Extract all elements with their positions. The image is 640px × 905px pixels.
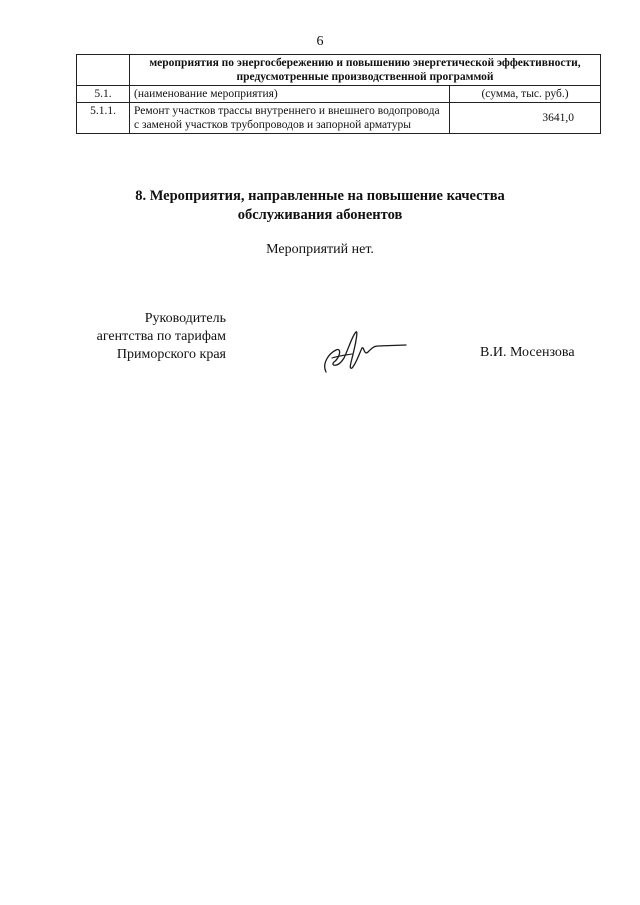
- signer-title: [76, 310, 226, 364]
- table-row: [77, 86, 601, 103]
- table-header-empty-cell: [77, 55, 130, 86]
- row-sum: (сумма, тыс. руб.): [450, 86, 601, 103]
- row-number: 5.1.: [77, 86, 130, 103]
- row-name: (наименование мероприятия): [130, 86, 450, 103]
- section-heading: [0, 187, 640, 225]
- signer-name: В.И. Мосензова: [480, 345, 575, 360]
- table-header-row: [77, 55, 601, 86]
- table-row: [77, 103, 601, 134]
- page-number: 6: [316, 34, 324, 49]
- section-heading-line: 8. Мероприятия, направленные на повышение качества: [135, 188, 505, 204]
- signer-title-line: Руководитель: [144, 311, 226, 326]
- signer-title-line: Приморского края: [116, 347, 226, 362]
- measures-table: [76, 54, 601, 134]
- handwritten-signature: [318, 328, 408, 378]
- row-sum: 3641,0: [450, 103, 601, 134]
- section-heading-line: обслуживания абонентов: [237, 207, 403, 223]
- table-header-cell: мероприятия по энергосбережению и повышению энергетической эффективности, предусмотренные производственной программой: [130, 55, 601, 86]
- row-number: 5.1.1.: [77, 103, 130, 134]
- section-body-text: Мероприятий нет.: [266, 242, 374, 257]
- signer-title-line: агентства по тарифам: [96, 329, 226, 344]
- row-name: Ремонт участков трассы внутреннего и внешнего водопровода с заменой участков трубопроводов и запорной арматуры: [130, 103, 450, 134]
